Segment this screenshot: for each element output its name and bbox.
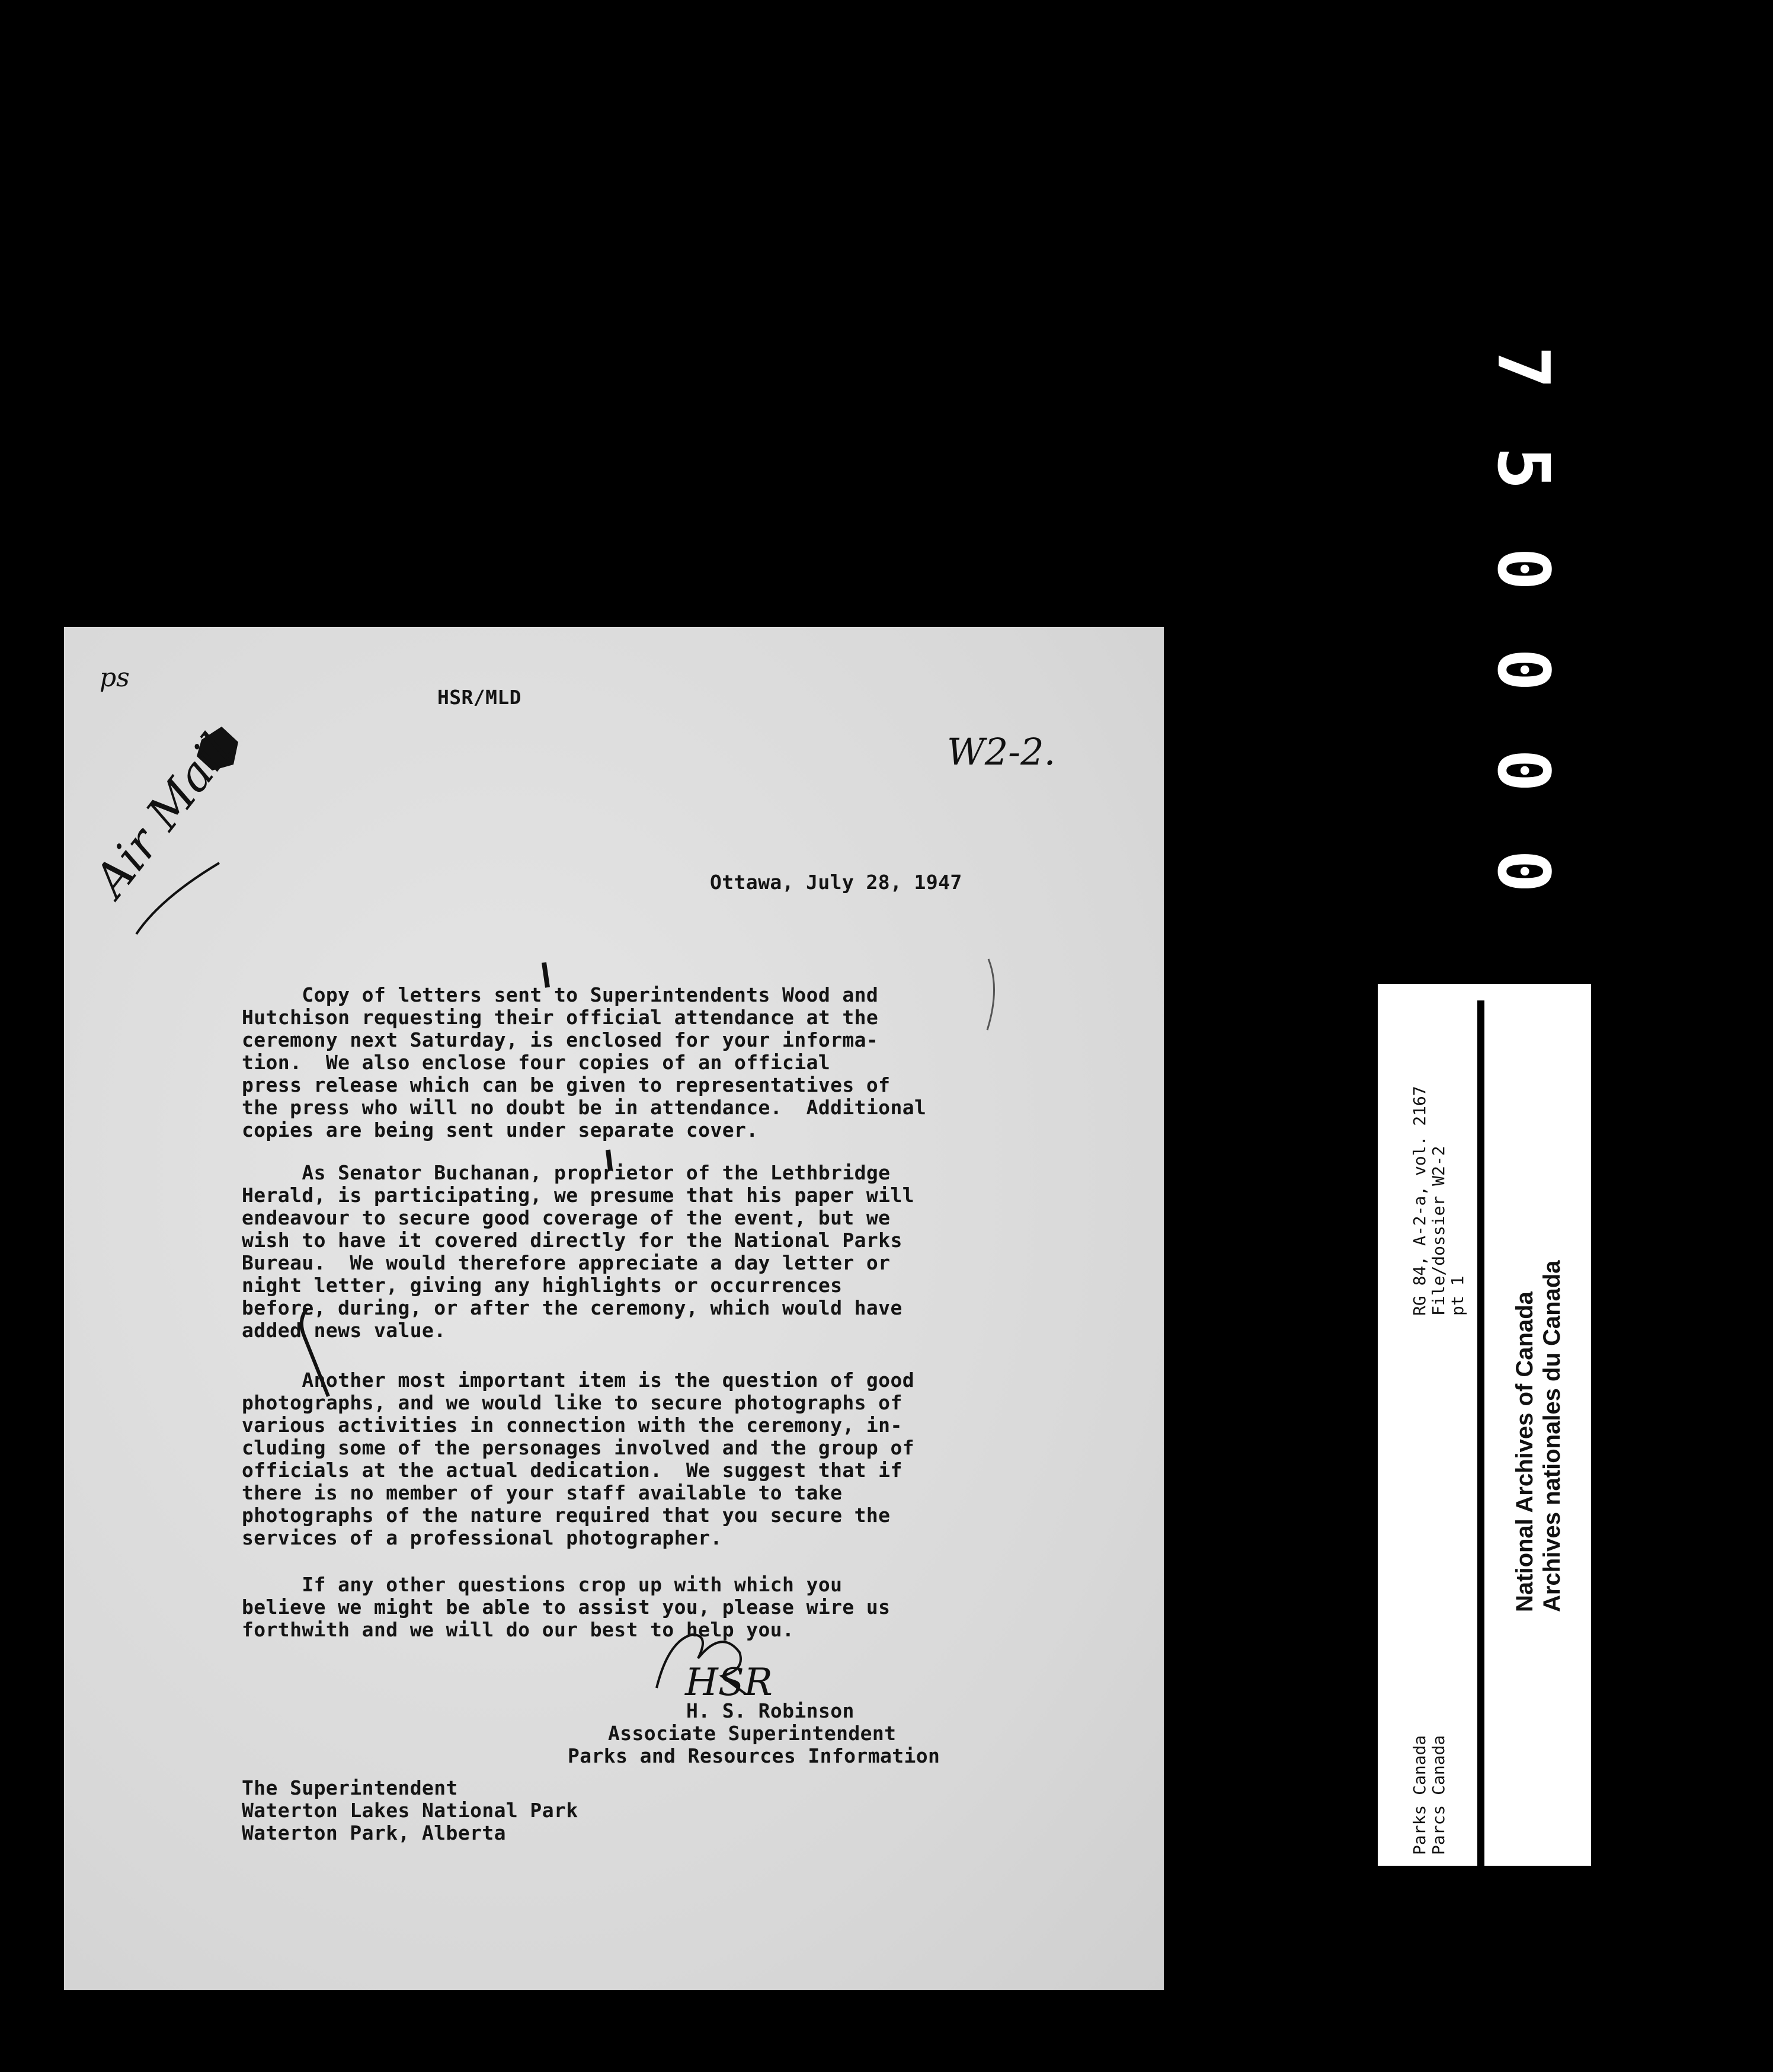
- frame-digit: 0: [1481, 849, 1564, 893]
- margin-curve: [987, 959, 994, 1030]
- paragraph-4: If any other questions crop up with which you believe we might be able to assist you, please wire us forthwith and we will do our best to help you.: [242, 1573, 891, 1641]
- recipient-line-2: Waterton Lakes National Park: [242, 1799, 578, 1822]
- air-mail-handwritten: Air Mail: [84, 724, 243, 907]
- microfilm-frame-number: [1481, 320, 1564, 893]
- label-divider: [1477, 1000, 1484, 1866]
- letter-sheet: [64, 627, 1164, 1990]
- paragraph-1: Copy of letters sent to Superintendents Wood and Hutchison requesting their official attendance at the ceremony next Saturday, is enclosed for your informa- tion. We also enclose four copies of an official press release which can be given to representatives of the press who will no doubt be in attendance. Additional copies are being sent under separate cover.: [242, 983, 927, 1141]
- archive-label: [1378, 984, 1591, 1866]
- signer-name: H. S. Robinson: [686, 1699, 855, 1722]
- signer-title: Associate Superintendent: [608, 1722, 897, 1745]
- recipient-line-3: Waterton Park, Alberta: [242, 1821, 506, 1844]
- initial-handwritten: ps: [100, 663, 130, 693]
- frame-digit: 0: [1481, 547, 1564, 591]
- date-line: Ottawa, July 28, 1947: [710, 871, 962, 894]
- frame-digit: 5: [1481, 446, 1564, 490]
- frame-digit: 0: [1481, 648, 1564, 692]
- agency-fr: Parcs Canada: [1429, 1735, 1448, 1855]
- reference-line-1: RG 84, A-2-a, vol. 2167: [1410, 1086, 1429, 1316]
- frame-digit: 7: [1481, 346, 1564, 389]
- label-institution-column: [1484, 984, 1591, 1866]
- institution-en: National Archives of Canada: [1512, 1291, 1538, 1612]
- institution-fr: Archives nationales du Canada: [1539, 1260, 1565, 1612]
- signer-department: Parks and Resources Information: [568, 1744, 940, 1767]
- recipient-line-1: The Superintendent: [242, 1776, 458, 1799]
- reference-line-3: pt 1: [1448, 1275, 1467, 1316]
- reference-code: HSR/MLD: [437, 686, 521, 709]
- signature-initials: HSR: [685, 1661, 773, 1705]
- label-reference-column: [1378, 984, 1477, 1866]
- reference-line-2: File/dossier W2-2: [1429, 1146, 1448, 1316]
- file-number-handwritten: W2-2.: [947, 730, 1056, 773]
- paragraph-2: As Senator Buchanan, proprietor of the Lethbridge Herald, is participating, we presume that his paper will endeavour to secure good coverage of the event, but we wish to have it covered directly for the National Parks Bureau. We would therefore appreciate a day letter or night letter, giving any highlights or occurrences before, during, or after the ceremony, which would have added news value.: [242, 1161, 914, 1342]
- agency-en: Parks Canada: [1410, 1735, 1429, 1855]
- paragraph-3: Another most important item is the question of good photographs, and we would like to secure photographs of various activities in connection with the ceremony, in- cluding some of the personages involved and the group of officials at the actual dedication. We suggest that if there is no member of your staff available to take photographs of the nature required that you secure the services of a professional photographer.: [242, 1368, 914, 1549]
- frame-digit: 0: [1481, 749, 1564, 792]
